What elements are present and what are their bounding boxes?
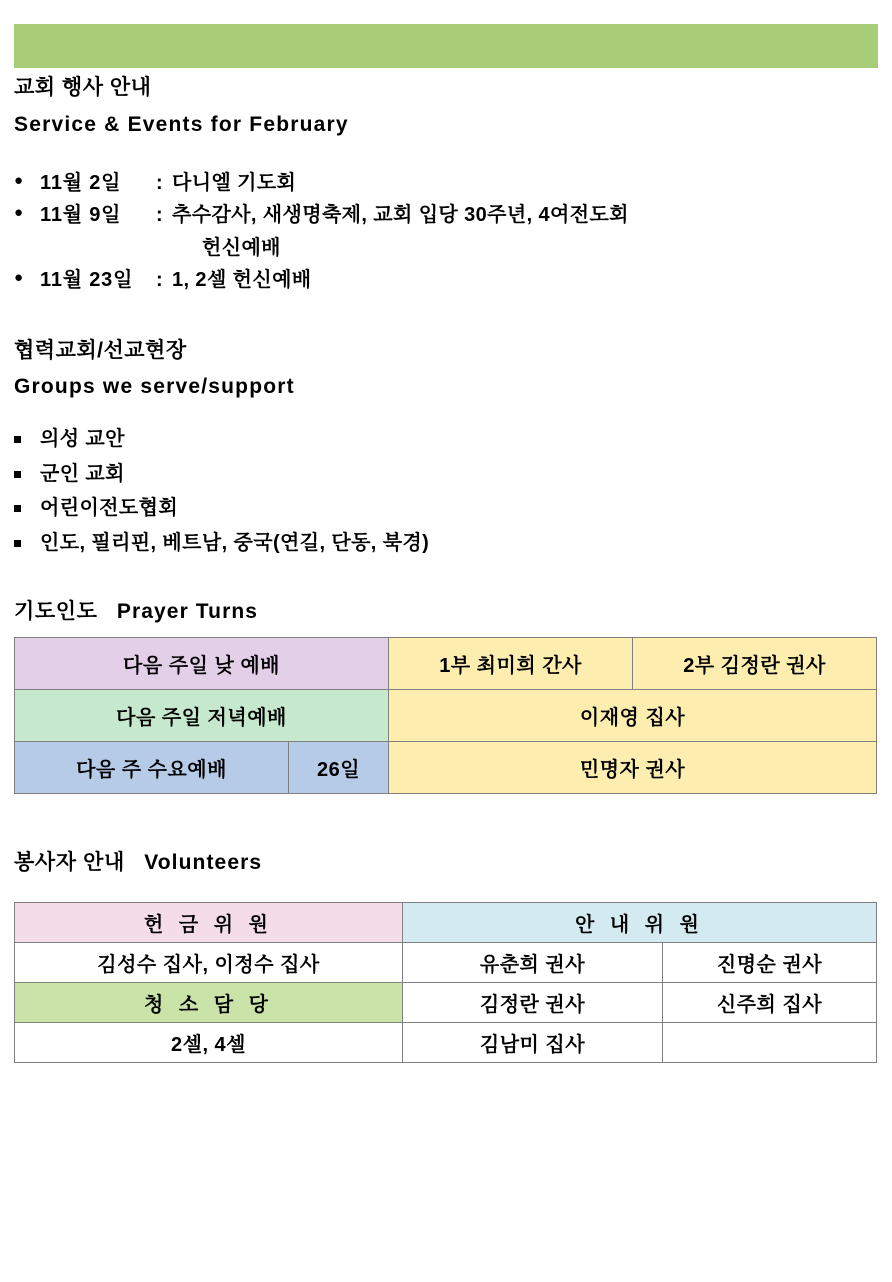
partner-name: 어린이전도협회: [40, 497, 179, 520]
volunteers-title-en: Volunteers: [144, 850, 263, 874]
event-separator: :: [156, 269, 164, 292]
list-item: [14, 422, 878, 457]
usher-name-empty: [663, 1022, 877, 1062]
offering-committee-header: 헌 금 위 원: [15, 902, 403, 942]
prayer-section-title: [14, 595, 878, 625]
prayer-turns-table: [14, 637, 877, 794]
event-date: 11월 2일: [40, 172, 122, 195]
square-bullet-icon: [14, 526, 40, 547]
offering-committee-names: 김성수 집사, 이정수 집사: [15, 942, 403, 982]
events-title-en: Service & Events for February: [14, 112, 349, 136]
event-text: 다니엘 기도회: [172, 172, 297, 195]
usher-name: 진명순 권사: [663, 942, 877, 982]
table-row: [15, 689, 877, 741]
partner-name: 의성 교안: [40, 427, 125, 450]
events-list: [14, 167, 878, 297]
event-continuation: 헌신예배: [202, 236, 281, 259]
partner-name: 군인 교회: [40, 462, 125, 485]
prayer-title-ko: 기도인도: [14, 599, 98, 623]
volunteers-title-ko: 봉사자 안내: [14, 850, 125, 874]
prayer-row-date: 26일: [289, 741, 389, 793]
event-text: 추수감사, 새생명축제, 교회 입당 30주년, 4여전도회: [172, 204, 629, 227]
square-bullet-icon: [14, 422, 40, 443]
prayer-row-value: 이재영 집사: [389, 689, 877, 741]
partners-list: [14, 422, 878, 561]
usher-committee-header: 안 내 위 원: [403, 902, 877, 942]
partners-title-en: Groups we serve/support: [14, 375, 295, 399]
prayer-row-value: 1부 최미희 간사: [389, 637, 633, 689]
table-row: [15, 982, 877, 1022]
header-banner: [14, 24, 878, 68]
event-separator: :: [156, 204, 164, 227]
bullet-dot-icon: ●: [14, 269, 24, 287]
prayer-row-label: 다음 주 수요예배: [15, 741, 289, 793]
table-row: [15, 942, 877, 982]
event-date: 11월 23일: [40, 269, 134, 292]
usher-name: 김남미 집사: [403, 1022, 663, 1062]
event-text: 1, 2셀 헌신예배: [172, 269, 312, 292]
table-row: [15, 902, 877, 942]
prayer-row-value: 민명자 권사: [389, 741, 877, 793]
cleaning-duty-header: 청 소 담 당: [15, 982, 403, 1022]
partners-title-ko: 협력교회/선교현장: [14, 338, 187, 362]
table-row: [15, 741, 877, 793]
event-continuation-row: [14, 232, 878, 264]
list-item: [14, 199, 878, 231]
square-bullet-icon: [14, 491, 40, 512]
list-item: [14, 457, 878, 492]
prayer-row-value: 2부 김정란 권사: [633, 637, 877, 689]
list-item: [14, 491, 878, 526]
prayer-row-label: 다음 주일 낮 예배: [15, 637, 389, 689]
list-item: [14, 264, 878, 296]
usher-name: 신주희 집사: [663, 982, 877, 1022]
partner-name: 인도, 필리핀, 베트남, 중국(연길, 단동, 북경): [40, 532, 430, 555]
usher-name: 김정란 권사: [403, 982, 663, 1022]
events-title-ko: 교회 행사 안내: [14, 76, 152, 99]
event-date: 11월 9일: [40, 204, 122, 227]
prayer-row-label: 다음 주일 저녁예배: [15, 689, 389, 741]
table-row: [15, 1022, 877, 1062]
volunteers-table: [14, 902, 877, 1063]
event-separator: :: [156, 172, 164, 195]
square-bullet-icon: [14, 457, 40, 478]
list-item: [14, 526, 878, 561]
document-page: [0, 24, 892, 1282]
bullet-dot-icon: ●: [14, 172, 24, 190]
bullet-dot-icon: ●: [14, 204, 24, 222]
cleaning-duty-names: 2셀, 4셀: [15, 1022, 403, 1062]
usher-name: 유춘희 권사: [403, 942, 663, 982]
list-item: [14, 167, 878, 199]
volunteers-section-title: [14, 846, 878, 876]
table-row: [15, 637, 877, 689]
prayer-title-en: Prayer Turns: [116, 599, 259, 623]
